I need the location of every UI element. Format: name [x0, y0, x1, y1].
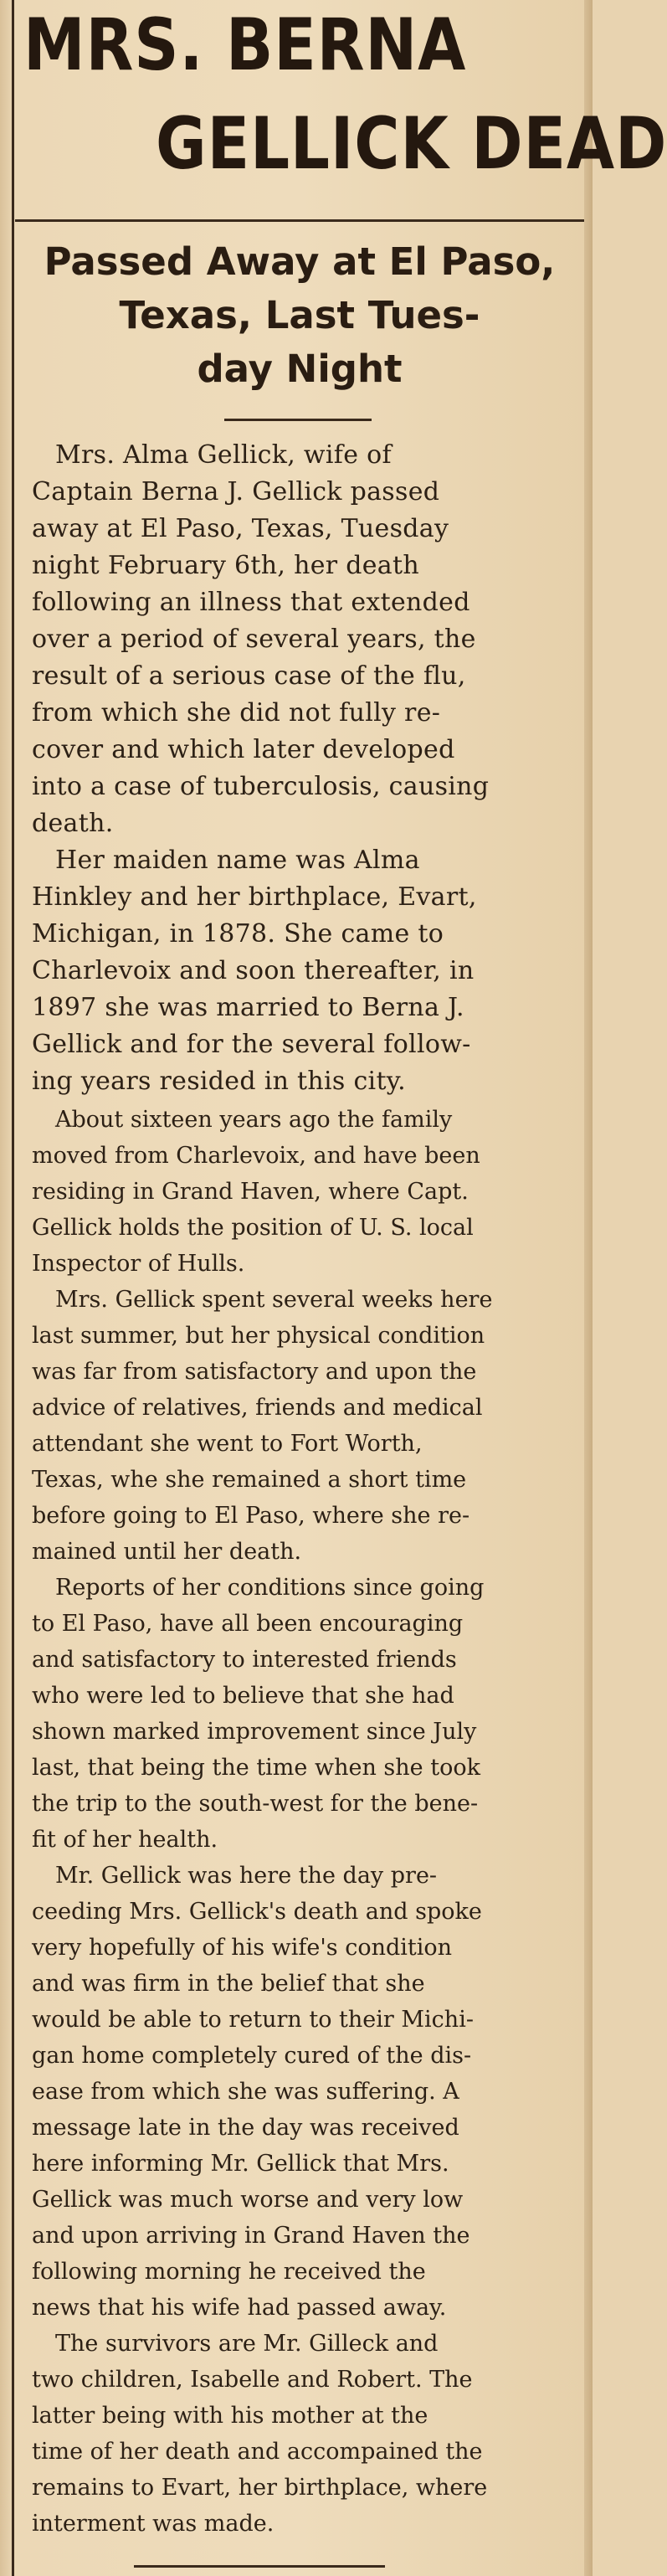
- article-line: Charlevoix and soon thereafter, in: [32, 956, 475, 985]
- article-line: two children, Isabelle and Robert. The: [32, 2367, 473, 2393]
- article-line: night February 6th, her death: [32, 551, 419, 580]
- article-line: shown marked improvement since July: [32, 1719, 477, 1745]
- article-line: Gellick was much worse and very low: [32, 2187, 464, 2213]
- subhead-line-2: Texas, Last Tues-: [119, 293, 480, 337]
- article-line: here informing Mr. Gellick that Mrs.: [32, 2151, 449, 2177]
- article-line: result of a serious case of the flu,: [32, 661, 466, 691]
- headline-line-1: MRS. BERNA: [23, 3, 467, 87]
- article-line: Gellick holds the position of U. S. local: [32, 1215, 474, 1241]
- article-line: Her maiden name was Alma: [55, 846, 420, 875]
- article-line: attendant she went to Fort Worth,: [32, 1431, 423, 1457]
- article-line: last, that being the time when she took: [32, 1755, 480, 1781]
- article-line: over a period of several years, the: [32, 625, 476, 654]
- article-line: Gellick and for the several follow-: [32, 1030, 471, 1059]
- article-line: and was firm in the belief that she: [32, 1971, 425, 1997]
- subhead-line-3: day Night: [197, 347, 403, 391]
- article-line: cover and which later developed: [32, 735, 455, 764]
- column-rule: [12, 0, 14, 2576]
- article-line: ceeding Mrs. Gellick's death and spoke: [32, 1899, 482, 1925]
- article-line: Texas, whe she remained a short time: [32, 1467, 467, 1493]
- article-line: would be able to return to their Michi-: [32, 2007, 474, 2033]
- article-line: Michigan, in 1878. She came to: [32, 919, 444, 949]
- article-line: time of her death and accompained the: [32, 2439, 483, 2465]
- article-line: news that his wife had passed away.: [32, 2295, 447, 2321]
- headline-line-2: GELLICK DEAD: [156, 102, 667, 186]
- article-line: remains to Evart, her birthplace, where: [32, 2475, 488, 2501]
- article-line: away at El Paso, Texas, Tuesday: [32, 514, 449, 543]
- article-line: Reports of her conditions since going: [55, 1575, 485, 1601]
- article-line: ing years resided in this city.: [32, 1067, 406, 1096]
- article-line: About sixteen years ago the family: [55, 1107, 453, 1133]
- article-line: interment was made.: [32, 2511, 274, 2537]
- article-line: advice of relatives, friends and medical: [32, 1395, 483, 1421]
- article-line: residing in Grand Haven, where Capt.: [32, 1179, 469, 1205]
- article-line: latter being with his mother at the: [32, 2403, 428, 2429]
- headline-rule: [15, 219, 584, 222]
- article-line: mained until her death.: [32, 1539, 302, 1565]
- subhead-rule: [224, 419, 372, 421]
- article-line: following an illness that extended: [32, 588, 470, 617]
- article-line: 1897 she was married to Berna J.: [32, 993, 464, 1022]
- subhead-line-1: Passed Away at El Paso,: [44, 239, 556, 284]
- article-line: Captain Berna J. Gellick passed: [32, 477, 440, 506]
- article-line: very hopefully of his wife's condition: [32, 1935, 453, 1961]
- article-line: from which she did not fully re-: [32, 698, 441, 728]
- article-line: and satisfactory to interested friends: [32, 1647, 457, 1673]
- article-line: and upon arriving in Grand Haven the: [32, 2223, 470, 2249]
- article-line: to El Paso, have all been encouraging: [32, 1611, 464, 1637]
- article-line: last summer, but her physical condition: [32, 1323, 485, 1349]
- article-line: who were led to believe that she had: [32, 1683, 454, 1709]
- article-line: Mr. Gellick was here the day pre-: [55, 1863, 438, 1889]
- article-line: fit of her health.: [32, 1827, 218, 1853]
- article-line: ease from which she was suffering. A: [32, 2079, 459, 2105]
- article-line: Hinkley and her birthplace, Evart,: [32, 882, 477, 912]
- article-line: following morning he received the: [32, 2259, 426, 2285]
- article-line: The survivors are Mr. Gilleck and: [55, 2331, 439, 2357]
- article-line: Mrs. Alma Gellick, wife of: [55, 440, 392, 470]
- article-line: death.: [32, 809, 114, 838]
- article-line: the trip to the south-west for the bene-: [32, 1791, 479, 1817]
- article-line: Mrs. Gellick spent several weeks here: [55, 1287, 493, 1313]
- article-line: Inspector of Hulls.: [32, 1251, 245, 1277]
- article-line: was far from satisfactory and upon the: [32, 1359, 477, 1385]
- article-line: into a case of tuberculosis, causing: [32, 772, 490, 801]
- article-line: before going to El Paso, where she re-: [32, 1503, 470, 1529]
- end-rule: [134, 2565, 385, 2568]
- article-line: gan home completely cured of the dis-: [32, 2043, 472, 2069]
- article-line: message late in the day was received: [32, 2115, 459, 2141]
- article-line: moved from Charlevoix, and have been: [32, 1143, 480, 1169]
